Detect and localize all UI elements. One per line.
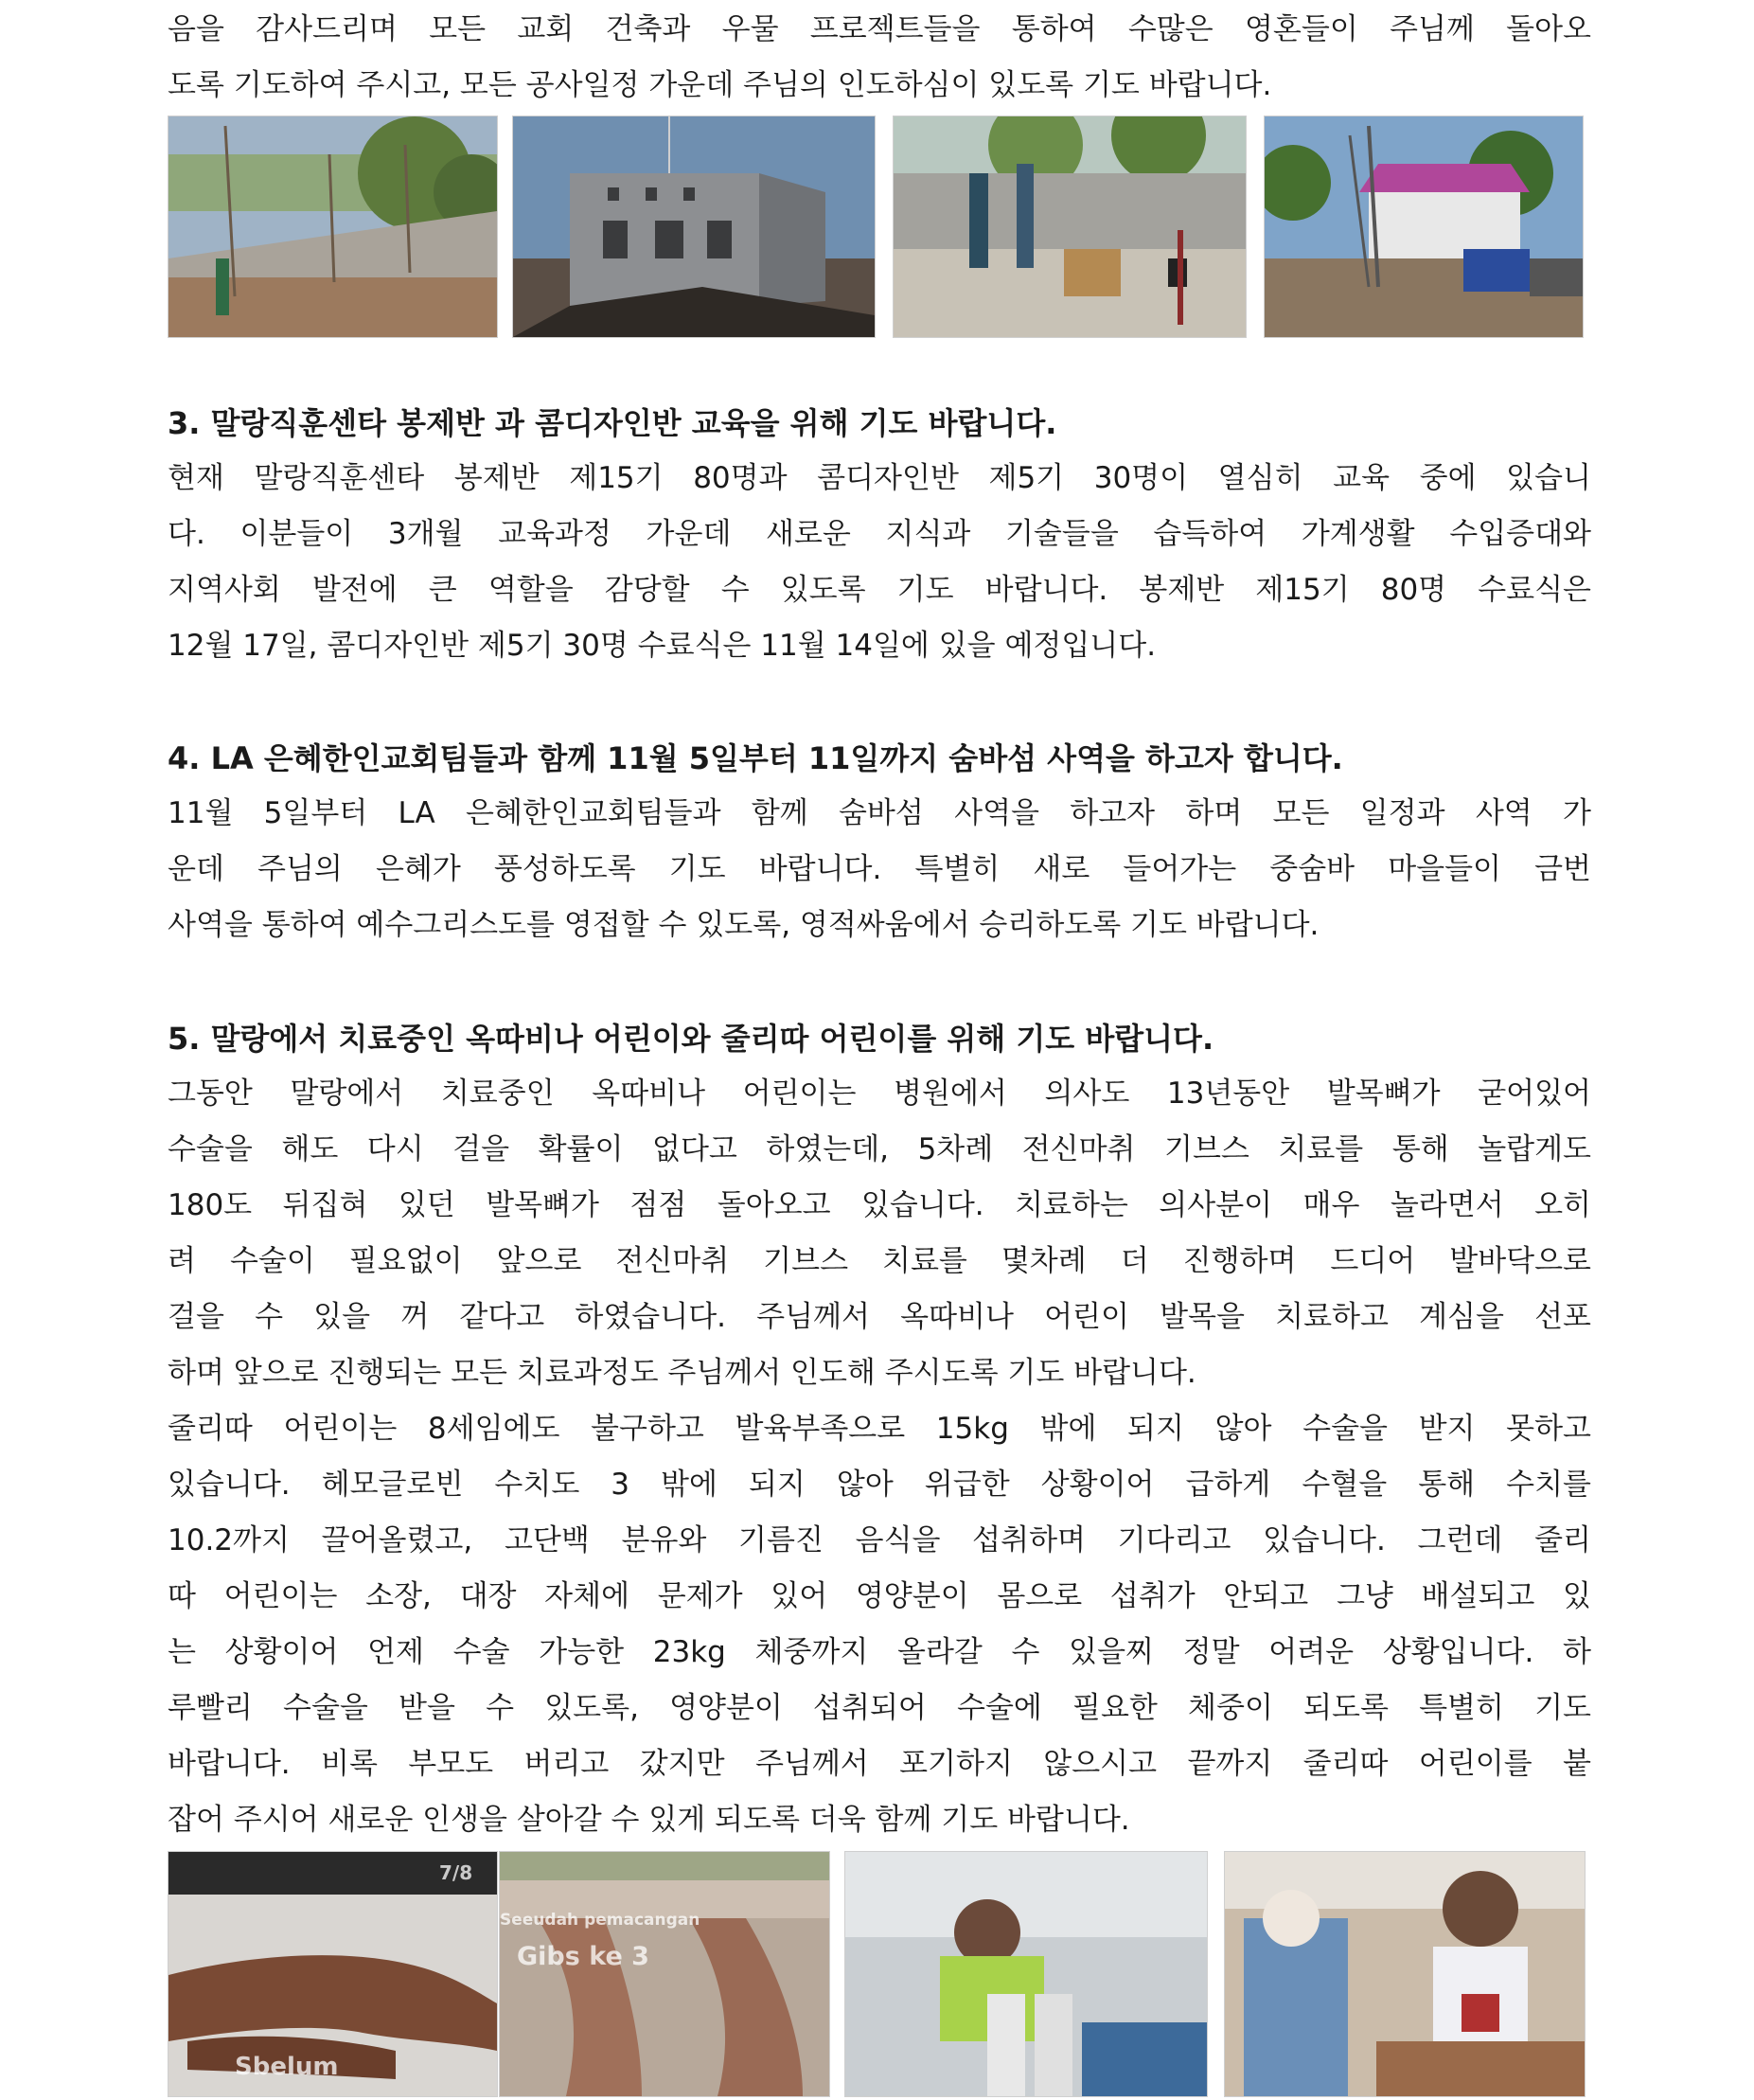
text-line: 하며 앞으로 진행되는 모든 치료과정도 주님께서 인도해 주시도록 기도 바랍니다. [168, 1356, 1196, 1390]
treatment-photo-hospital-bed [844, 1851, 1208, 2097]
construction-photo-workers [893, 116, 1247, 338]
text-line: 는 상황이어 언제 수술 가능한 23kg 체중까지 올라갈 수 있을찌 정말 어려운 상황입니다. 하 [168, 1635, 1591, 1669]
photo-caption: Sbelum [235, 2053, 339, 2081]
text-line: 11월 5일부터 LA 은혜한인교회팀들과 함께 숨바섬 사역을 하고자 하며 모든 일정과 사역 가 [168, 796, 1591, 830]
construction-photo-wall [168, 116, 498, 338]
intro-paragraph [168, 2, 1591, 114]
section-5-paragraph [168, 1066, 1591, 1848]
section-3-heading: 3. 말랑직훈센타 봉제반 과 콤디자인반 교육을 위해 기도 바랍니다. [168, 405, 1057, 441]
text-line: 루빨리 수술을 받을 수 있도록, 영양분이 섭취되어 수술에 필요한 체중이 되도록 특별히 기도 [168, 1691, 1591, 1725]
treatment-photo-before [168, 1851, 498, 2097]
treatment-photo-nurse [1224, 1851, 1586, 2097]
text-line: 바랍니다. 비록 부모도 버리고 갔지만 주님께서 포기하지 않으시고 끝까지 줄리따 어린이를 붙 [168, 1747, 1591, 1781]
photo-counter: 7/8 [439, 1861, 473, 1884]
text-line: 있습니다. 헤모글로빈 수치도 3 밖에 되지 않아 위급한 상황이어 급하게 수혈을 통해 수치를 [168, 1468, 1591, 1502]
text-line: 10.2까지 끌어올렸고, 고단백 분유와 기름진 음식을 섭취하며 기다리고 있습니다. 그런데 줄리 [168, 1523, 1591, 1557]
construction-photo-church-frame [512, 116, 876, 338]
text-line: 지역사회 발전에 큰 역할을 감당할 수 있도록 기도 바랍니다. 봉제반 제15기 80명 수료식은 [168, 573, 1591, 607]
section-4-paragraph [168, 786, 1591, 953]
text-line: 줄리따 어린이는 8세임에도 불구하고 발육부족으로 15kg 밖에 되지 않아 수술을 받지 못하고 [168, 1412, 1591, 1446]
text-line: 사역을 통하여 예수그리스도를 영접할 수 있도록, 영적싸움에서 승리하도록 기도 바랍니다. [168, 908, 1320, 942]
text-line: 다. 이분들이 3개월 교육과정 가운데 새로운 지식과 기술들을 습득하여 가계생활 수입증대와 [168, 517, 1591, 551]
text-line: 걸을 수 있을 꺼 같다고 하였습니다. 주님께서 옥따비나 어린이 발목을 치료하고 계심을 선포 [168, 1300, 1591, 1334]
construction-photo-well-drilling [1264, 116, 1584, 338]
text-line: 그동안 말랑에서 치료중인 옥따비나 어린이는 병원에서 의사도 13년동안 발목뼈가 굳어있어 [168, 1077, 1591, 1111]
treatment-photo-cast [499, 1851, 830, 2097]
text-line: 음을 감사드리며 모든 교회 건축과 우물 프로젝트들을 통하여 수많은 영혼들이 주님께 돌아오 [168, 12, 1591, 46]
section-4-heading: 4. LA 은혜한인교회팀들과 함께 11월 5일부터 11일까지 숨바섬 사역을 하고자 합니다. [168, 740, 1343, 776]
section-5-heading: 5. 말랑에서 치료중인 옥따비나 어린이와 줄리따 어린이를 위해 기도 바랍니다. [168, 1021, 1214, 1057]
text-line: 운데 주님의 은혜가 풍성하도록 기도 바랍니다. 특별히 새로 들어가는 중숨바 마을들이 금번 [168, 852, 1591, 886]
photo-caption-top: Seeudah pemacangan [500, 1911, 700, 1930]
text-line: 따 어린이는 소장, 대장 자체에 문제가 있어 영양분이 몸으로 섭취가 안되고 그냥 배설되고 있 [168, 1579, 1591, 1613]
text-line: 수술을 해도 다시 걸을 확률이 없다고 하였는데, 5차례 전신마취 기브스 치료를 통해 놀랍게도 [168, 1132, 1591, 1166]
text-line: 잡어 주시어 새로운 인생을 살아갈 수 있게 되도록 더욱 함께 기도 바랍니다. [168, 1803, 1130, 1837]
photo-caption: Gibs ke 3 [517, 1942, 649, 1971]
section-3-paragraph [168, 451, 1591, 674]
text-line: 180도 뒤집혀 있던 발목뼈가 점점 돌아오고 있습니다. 치료하는 의사분이 매우 놀라면서 오히 [168, 1188, 1591, 1222]
text-line: 현재 말랑직훈센타 봉제반 제15기 80명과 콤디자인반 제5기 30명이 열심히 교육 중에 있습니 [168, 461, 1591, 495]
text-line: 12월 17일, 콤디자인반 제5기 30명 수료식은 11월 14일에 있을 예정입니다. [168, 629, 1157, 663]
text-line: 도록 기도하여 주시고, 모든 공사일정 가운데 주님의 인도하심이 있도록 기도 바랍니다. [168, 68, 1272, 102]
text-line: 려 수술이 필요없이 앞으로 전신마취 기브스 치료를 몇차례 더 진행하며 드디어 발바닥으로 [168, 1244, 1591, 1278]
